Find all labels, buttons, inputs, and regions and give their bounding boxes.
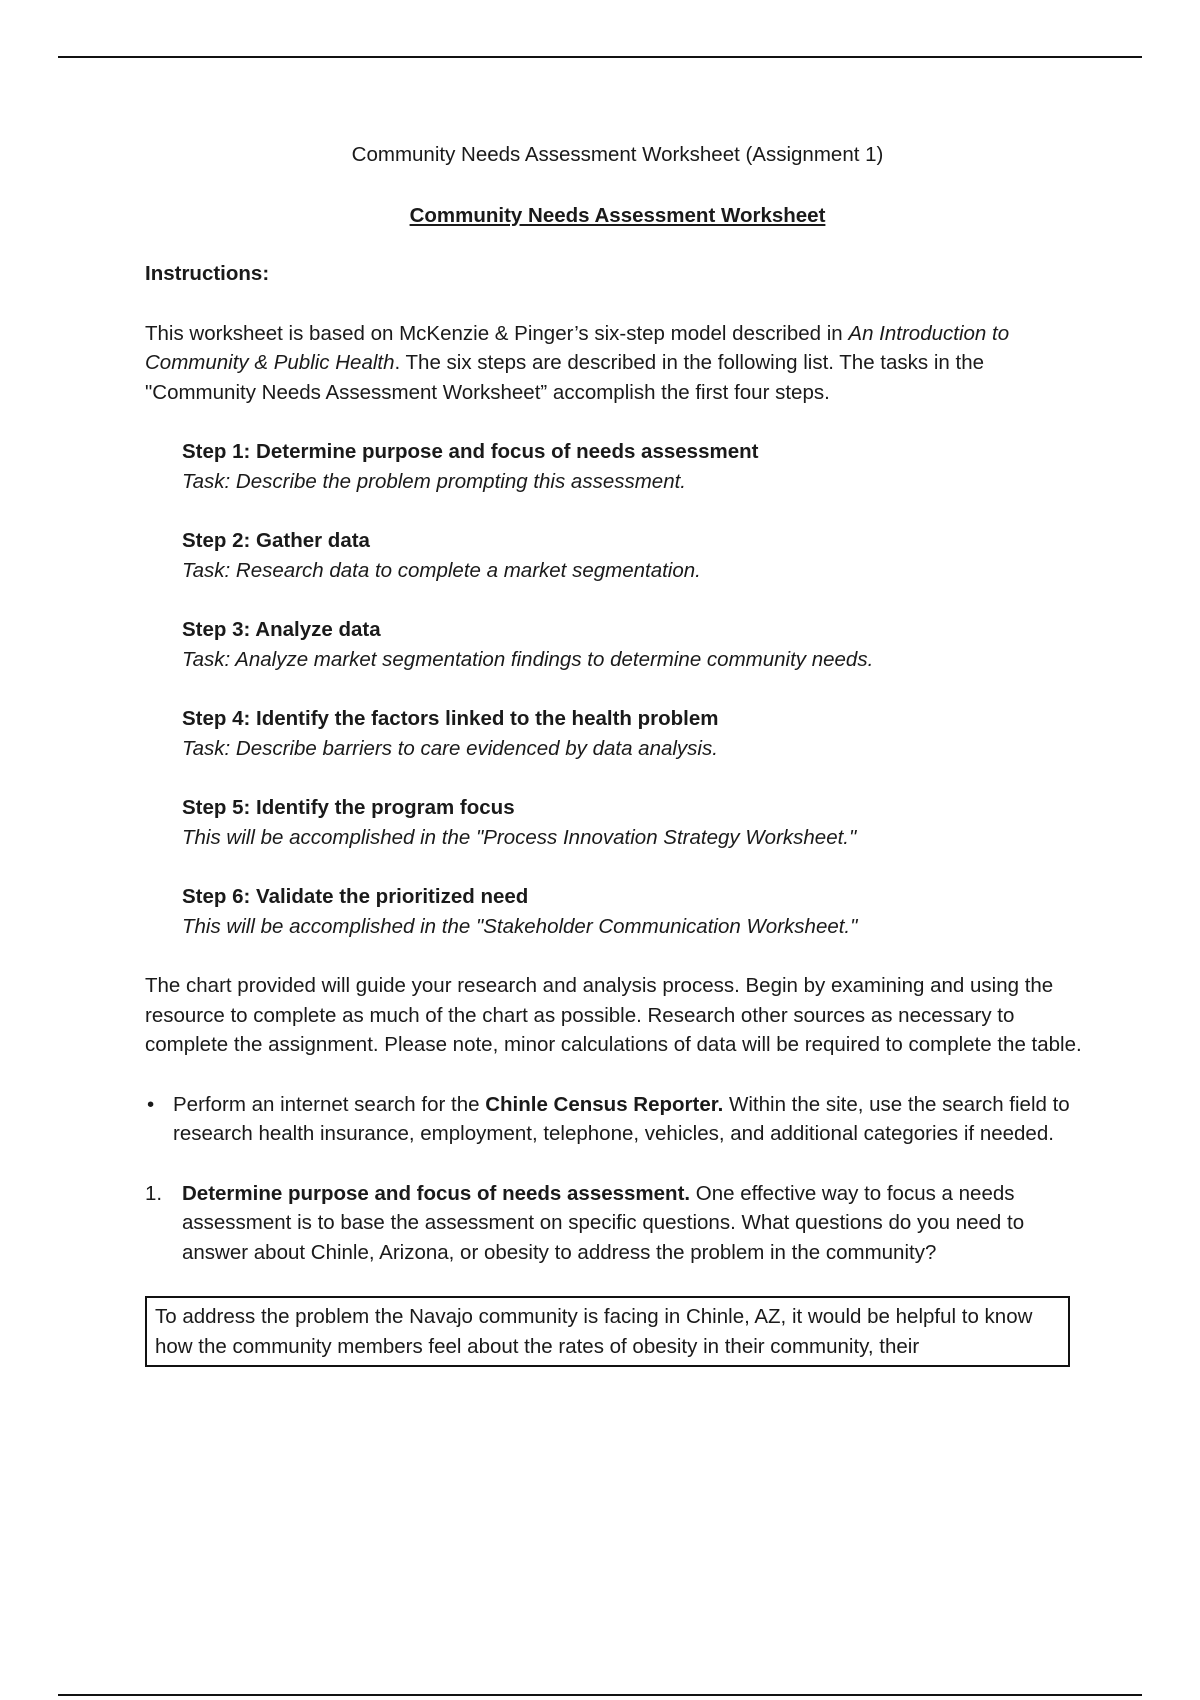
footer-rule [58, 1694, 1142, 1696]
step-item [182, 793, 1090, 852]
intro-text-start: This worksheet is based on McKenzie & Pinger’s six-step model described in [145, 321, 849, 345]
page-header-title: Community Needs Assessment Worksheet (Assignment 1) [351, 143, 884, 166]
step-title: Step 6: Validate the prioritized need [182, 885, 529, 908]
step-task: Task: Research data to complete a market segmentation. [182, 558, 701, 582]
step-title: Step 3: Analyze data [182, 618, 381, 641]
document-page [145, 140, 1090, 1367]
document-title: Community Needs Assessment Worksheet [409, 203, 826, 227]
step-item [182, 526, 1090, 585]
question-number: 1. [145, 1181, 163, 1205]
question-lead: Determine purpose and focus of needs assessment. [182, 1181, 691, 1205]
bullet-text-start: Perform an internet search for the [173, 1092, 486, 1116]
bullet-text-end: Within the site, use the search field to research health insurance, employment, telephone, vehicles, and additional categories if needed. [173, 1092, 1070, 1145]
answer-text: To address the problem the Navajo community is facing in Chinle, AZ, it would be helpful to know how the community members feel about the rates of obesity in their community, their [155, 1305, 1033, 1358]
step-item [182, 882, 1090, 941]
step-title: Step 4: Identify the factors linked to the health problem [182, 707, 719, 730]
bullet-list [145, 1090, 1090, 1149]
step-task: Task: Describe barriers to care evidenced by data analysis. [182, 736, 718, 760]
step-title: Step 2: Gather data [182, 529, 370, 552]
bullet-icon: • [147, 1092, 155, 1116]
instructions-heading: Instructions: [145, 262, 270, 285]
intro-paragraph [145, 319, 1090, 408]
step-title: Step 1: Determine purpose and focus of needs assessment [182, 440, 759, 463]
answer-box[interactable] [145, 1296, 1070, 1367]
question-1 [145, 1179, 1090, 1268]
list-item [145, 1090, 1090, 1149]
question-text: One effective way to focus a needs assessment is to base the assessment on specific questions. What questions do you need to answer about Chinle, Arizona, or obesity to address the problem in the community? [182, 1181, 1025, 1264]
header-rule [58, 56, 1142, 58]
census-reporter-name: Chinle Census Reporter. [485, 1092, 724, 1116]
book-title: An Introduction to Community & Public Health [145, 321, 1010, 374]
step-item [182, 615, 1090, 674]
intro-text-end: . The six steps are described in the following list. The tasks in the "Community Needs Assessment Worksheet” accomplish the first four steps. [145, 351, 985, 404]
step-title: Step 5: Identify the program focus [182, 796, 515, 819]
chart-guidance-paragraph: The chart provided will guide your research and analysis process. Begin by examining and using the resource to complete as much of the chart as possible. Research other sources as necessary to complete the assignment. Please note, minor calculations of data will be required to complete the table. [145, 974, 1082, 1056]
steps-list [182, 437, 1090, 941]
step-task: Task: Analyze market segmentation findings to determine community needs. [182, 647, 874, 671]
step-item [182, 437, 1090, 496]
step-item [182, 704, 1090, 763]
step-task: This will be accomplished in the "Stakeholder Communication Worksheet." [182, 914, 858, 938]
step-task: Task: Describe the problem prompting this assessment. [182, 469, 686, 493]
step-task: This will be accomplished in the "Process Innovation Strategy Worksheet." [182, 825, 857, 849]
